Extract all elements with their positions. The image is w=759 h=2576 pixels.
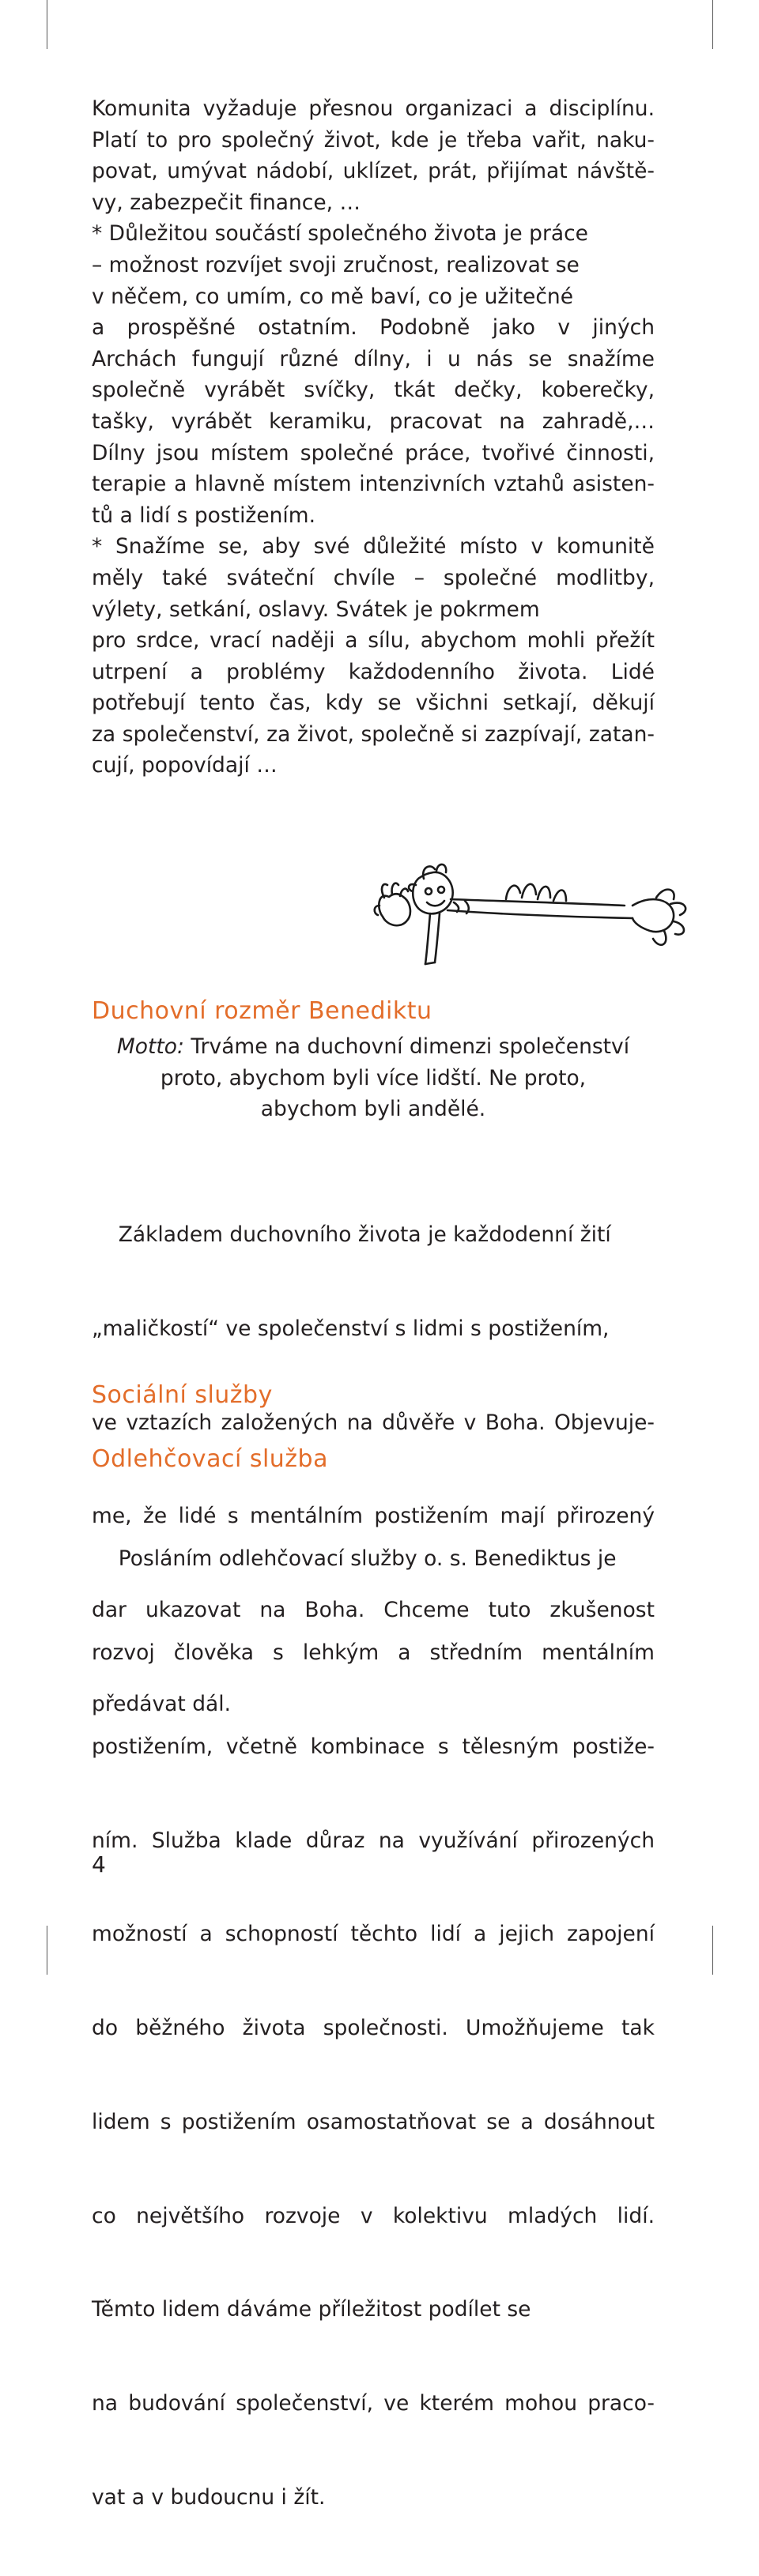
text-line: dar ukazovat na Boha. Chceme tuto zkušenost — [92, 1598, 655, 1623]
text-line: potřebují tento čas, kdy se všichni setkají, děkují — [92, 691, 655, 716]
text-line: do běžného života společnosti. Umožňujeme tak — [92, 2016, 655, 2041]
text-line: cují, popovídají … — [92, 753, 278, 778]
text-line: abychom byli andělé. — [260, 1097, 486, 1122]
text-line: ve vztazích založených na důvěře v Boha. Objevuje- — [92, 1410, 655, 1435]
text-line: tů a lidí s postižením. — [92, 503, 316, 528]
social-section — [92, 1381, 655, 2576]
social-paragraph — [92, 1481, 655, 2576]
page-number: 4 — [92, 1851, 106, 1877]
text-line: lidem s postižením osamostatňovat se a dosáhnout — [92, 2109, 655, 2134]
text-line: rozvoj člověka s lehkým a středním mentálním — [92, 1640, 655, 1665]
motto — [92, 1031, 655, 1125]
text-line: Trváme na duchovní dimenzi společenství — [191, 1034, 630, 1059]
text-line: předávat dál. — [92, 1691, 232, 1716]
crop-mark — [712, 0, 713, 49]
text-line: proto, abychom byli více lidští. Ne proto, — [160, 1065, 587, 1090]
text-line: společně vyrábět svíčky, tkát dečky, koberečky, — [92, 378, 655, 403]
text-line: co největšího rozvoje v kolektivu mladých lidí. — [92, 2203, 655, 2228]
text-line: terapie a hlavně místem intenzivních vztahů asisten- — [92, 472, 655, 497]
text-line: Komunita vyžaduje přesnou organizaci a disciplínu. — [92, 96, 655, 121]
text-line: Archách fungují různé dílny, i u nás se snažíme — [92, 346, 655, 371]
text-line: Dílny jsou místem společné práce, tvořivé činnosti, — [92, 440, 655, 465]
crop-mark — [712, 1926, 713, 1975]
text-line: * Snažíme se, aby své důležité místo v komunitě — [92, 534, 655, 559]
text-line: Posláním odlehčovací služby o. s. Benediktus je — [92, 1546, 617, 1572]
intro-paragraph — [92, 93, 655, 781]
text-line: ním. Služba klade důraz na využívání přirozených — [92, 1828, 655, 1853]
text-line: utrpení a problémy každodenního života. Lidé — [92, 659, 655, 684]
page-content — [92, 93, 655, 781]
text-line: na budování společenství, ve kterém mohou praco- — [92, 2391, 655, 2416]
text-line: pro srdce, vrací naději a sílu, abychom mohli přežít — [92, 628, 655, 653]
subsection-heading: Odlehčovací služba — [92, 1445, 328, 1473]
motto-label: Motto: — [116, 1034, 184, 1059]
figure-drawing-illustration — [372, 853, 696, 972]
text-line: „maličkostí“ ve společenství s lidmi s postižením, — [92, 1316, 610, 1341]
text-line: vat a v budoucnu i žít. — [92, 2485, 326, 2510]
text-line: * Důležitou součástí společného života je práce — [92, 221, 588, 247]
text-line: postižením, včetně kombinace s tělesným postiže- — [92, 1734, 655, 1759]
text-line: výlety, setkání, oslavy. Svátek je pokrmem — [92, 597, 540, 622]
text-line: v něčem, co umím, co mě baví, co je užitečné — [92, 284, 574, 309]
text-line: povat, umývat nádobí, uklízet, prát, přijímat návště- — [92, 159, 655, 184]
text-line: a prospěšné ostatním. Podobně jako v jiných — [92, 315, 655, 341]
text-line: vy, zabezpečit finance, … — [92, 190, 361, 215]
text-line: měly také sváteční chvíle – společné modlitby, — [92, 565, 655, 590]
text-line: za společenství, za život, společně si zazpívají, zatan- — [92, 721, 655, 747]
text-line: tašky, vyrábět keramiku, pracovat na zahradě,… — [92, 409, 655, 434]
text-line: Platí to pro společný život, kde je třeba vařit, naku- — [92, 127, 655, 153]
text-line: – možnost rozvíjet svoji zručnost, realizovat se — [92, 252, 580, 277]
section-heading: Sociální služby — [92, 1381, 273, 1409]
text-line: me, že lidé s mentálním postižením mají přirozený — [92, 1504, 655, 1529]
text-line: Základem duchovního života je každodenní žití — [92, 1222, 611, 1247]
text-line: možností a schopností těchto lidí a jejich zapojení — [92, 1922, 655, 1947]
section-heading: Duchovní rozměr Benediktu — [92, 997, 432, 1025]
text-line: Těmto lidem dáváme příležitost podílet se — [92, 2297, 531, 2322]
